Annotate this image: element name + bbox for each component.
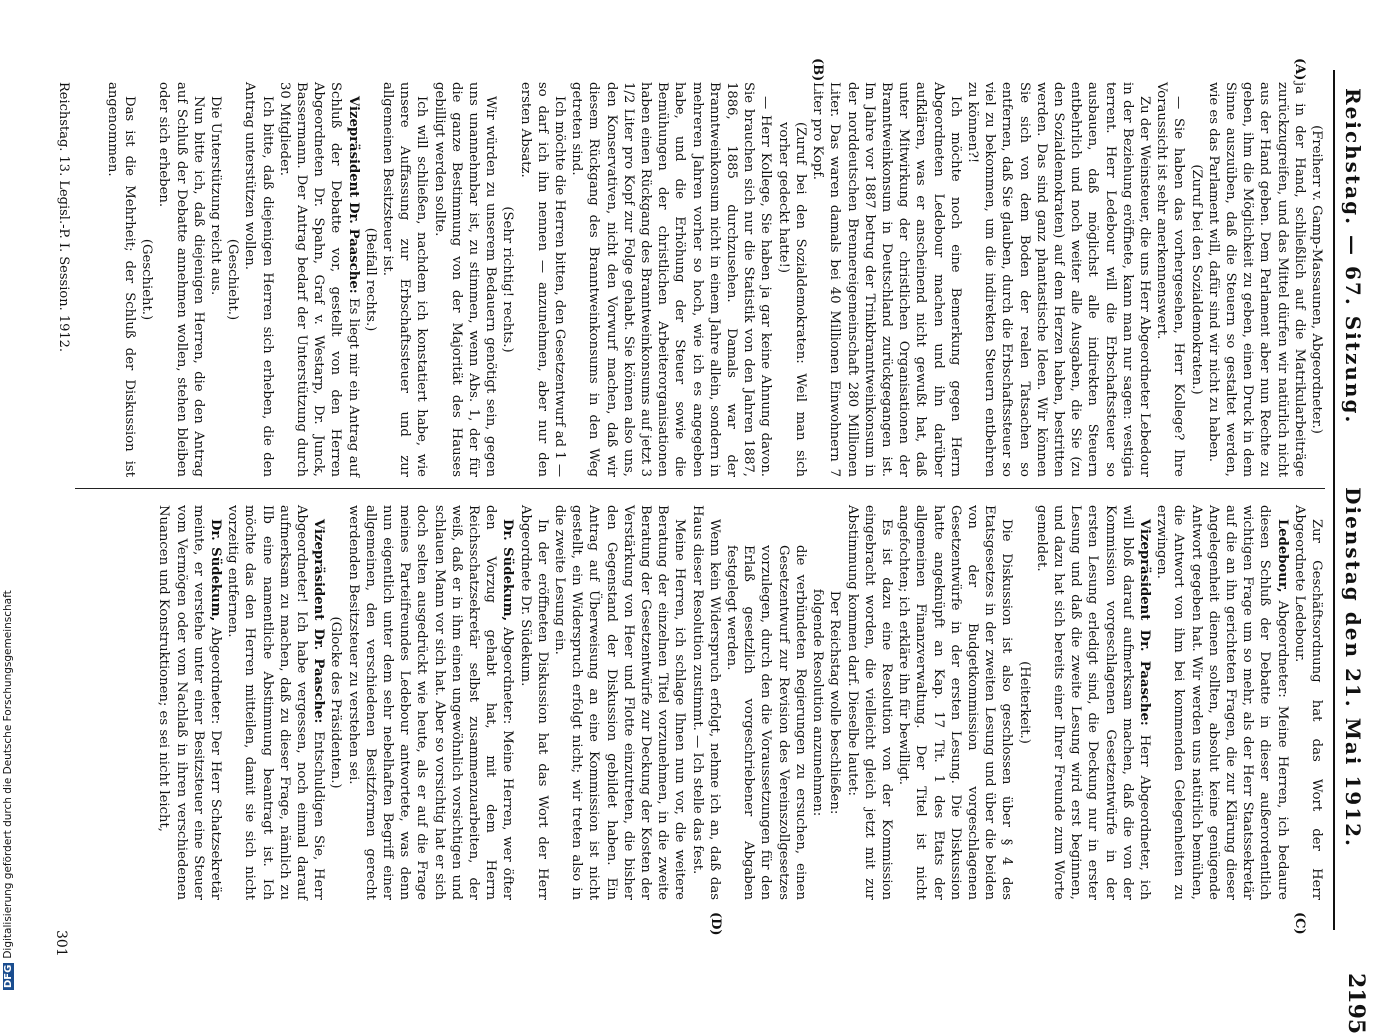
speaker-name: Dr. Südekum, xyxy=(208,519,223,622)
speech-text: Abgeordneter: Meine Herren, wer öfter den Vorzug gehabt hat, mit dem Herrn Reichsschatzsekretär selbst zusammenzuarbeiten, der weiß, daß er in ihm einen ungewöhnlich vorsichtigen und schlauen Mann vor sich hat. Aber so vorsichtig hat er sich doch selten ausgedrückt wie heute, als er auf die Frage meines Parteifreundes Ledebour antwortete, was denn nun eigentlich unter dem sehr nebelhaften Begriff einer allgemeinen, den verschiedenen Besitzformen gerecht werdenden Besitzsteuer zu verstehen sei. xyxy=(345,505,516,900)
speaker-name: Dr. Südekum, xyxy=(500,519,516,622)
interjection: (Sehr richtig! rechts.) xyxy=(500,206,516,353)
paragraph: Ich möchte noch eine Bemerkung gegen Herrn Abgeordneten Ledebour machen und ihn darüber aufklären, was er anscheinend nicht gewußt hat, daß unter Mitwirkung der christlichen Organisationen der Branntweinkonsum in Deutschland zurückgegangen ist. Im Jahre vor 1887 betrug der Trinkbranntweinkonsum in der norddeutschen Brennereigemeinschaft 280 Millionen Liter. Das waren damals bei 40 Millionen Einwohnern 7 Liter pro Kopf. xyxy=(810,82,963,477)
speech-text: Entschuldigen Sie, Herr Abgeordneter! Ich habe vergessen, noch einmal darauf aufmerksam zu machen, daß zu dieser Frage, nämlich zu IIb eine namentliche Abstimmung beantragt ist. Ich möchte das den Herren mitteilen, damit sie sich nicht vorzeitig entfernen. xyxy=(225,505,327,900)
paragraph: — Sie haben das vorhergesehen, Herr Kollege? Ihre Voraussicht ist sehr anerkennenswert. xyxy=(1154,82,1187,477)
speaker-name: Vizepräsident Dr. Paasche: xyxy=(311,519,327,724)
paragraph: ja in der Hand, schließlich auf die Matrikularbeiträge zurückzugreifen, und das Mittel dürfen wir natürlich nicht aus der Hand geben. Dem Parlament aber nun Rechte zu geben, ihm die Möglichkeit zu geben, einen Druck in dem Sinne auszuüben, daß die Steuern so gestaltet werden, wie es das Parlament will, dafür sind wir nicht zu haben. xyxy=(1205,82,1307,477)
funding-text: Digitalisierung gefördert durch die Deutsche Forschungsgemeinschaft xyxy=(2,590,14,959)
paragraph: Die Diskussion ist also geschlossen über § 4 des Etatsgesetzes in der zweiten Lesung und über die beiden von der Budgetkommission vorgeschlagenen Gesetzentwürfe in der ersten Lesung. Die Diskussion hatte angeknüpft an Kap. 17 Tit. 1 des Etats der allgemeinen Finanzverwaltung. Der Titel ist nicht angefochten; ich erkläre ihn für bewilligt. xyxy=(896,505,1015,900)
paragraph xyxy=(224,505,327,900)
interjection: (Glocke des Präsidenten.) xyxy=(328,616,344,789)
footer-number: 301 xyxy=(53,930,69,957)
margin-marker-b: (B) xyxy=(810,58,825,82)
paragraph: — Herr Kollege, Sie haben ja gar keine Ahnung davon. Sie brauchen sich nur die Statistik von den Jahren 1887, 1886, 1885 durchzusehen. Damals war der Branntweinkonsum nicht in einem Jahre allein, sondern in mehreren Jahren vorher so hoch, wie ich es angegeben habe, und die Erhöhung der Steuer sowie die Bemühungen der christlichen Arbeiterorganisationen haben einen Rückgang des Branntweinkonsums auf jetzt 3 1/2 Liter pro Kopf zur Folge gehabt. Sie können also uns, den Konservativen, nicht den Vorwurf machen, daß wir diesem Rückgang des Branntweinkonsums in den Weg getreten sind. xyxy=(569,82,774,477)
page-number: 2195 xyxy=(1343,973,1369,1034)
speaker-name: Ledebour, xyxy=(1274,519,1290,593)
interjection: (Zuruf bei den Sozialdemokraten.) xyxy=(1188,164,1204,395)
paragraph xyxy=(1033,505,1153,900)
quote-body: die verbündeten Regierungen zu ersuchen, einen Gesetzentwurf zur Revision des Vereinszollgesetzes vorzulegen, durch den die Voraussetzungen für den Erlaß gesetzlich vorgeschriebener Abgaben festgelegt werden. xyxy=(724,545,808,900)
page-footer: Reichstag. 13. Legisl.-P. I. Session. 1912. xyxy=(56,82,71,353)
paragraph xyxy=(344,505,516,900)
interjection: (Zuruf bei den Sozialdemokraten: Weil man sich vorher gedeckt hatte!) xyxy=(775,122,808,477)
paragraph: Wenn kein Widerspruch erfolgt, nehme ich an, daß das Haus dieser Resolution zustimmt. — Ich stelle das fest. xyxy=(689,505,722,900)
speech-text: Ihrer Freunde zum Worte gemeldet. xyxy=(1033,505,1066,900)
speaker-line: (Freiherr v. Gamp-Massaunen, Abgeordneter.) xyxy=(1309,125,1324,434)
paragraph xyxy=(276,82,362,477)
paragraph: Es ist dazu eine Resolution von der Kommission eingebracht worden, die vielleicht gleich jetzt mit zur Abstimmung kommen darf. Dieselbe lautet: xyxy=(844,505,894,900)
left-column xyxy=(104,82,1325,477)
sidebar xyxy=(0,0,16,1000)
paragraph xyxy=(1153,505,1291,900)
dfg-logo-icon: DFG xyxy=(3,964,14,988)
quote-line: folgende Resolution anzunehmen: xyxy=(810,588,826,817)
column-divider xyxy=(75,488,1325,489)
paragraph xyxy=(155,505,224,900)
margin-marker-d: (D) xyxy=(708,912,723,936)
paragraph: Zu der Weinsteuer, die uns Herr Abgeordneter Lebedour in der Beziehung eröffnete, kann man nur sagen: vestigia terrent. Herr Ledebour will die Erbschaftssteuer so ausbauen, daß möglichst alle indirekten Steuern entbehrlich und noch weiter alle Ausgaben, die Sie (zu den Sozialdemokraten) auf dem Herzen haben, bestritten werden. Das sind ganz phantastische Ideen. Wir können Sie sich von dem Boden der realen Tatsachen so entfernen, daß Sie glauben, durch die Erbschaftssteuer so viel zu bekommen, um die indirekten Steuern entbehren zu können?! xyxy=(964,82,1152,477)
interjection: (Geschieht.) xyxy=(225,238,241,321)
paragraph: Zur Geschäftsordnung hat das Wort der Herr Abgeordnete Ledebour. xyxy=(1291,505,1324,900)
paragraph: Das ist die Mehrheit; der Schluß der Diskussion ist angenommen. xyxy=(104,82,137,477)
speech-text: Abgeordneter: Der Herr Schatzsekretär meinte, er verstehe unter einer Besitzsteuer eine Steuer vom Vermögen oder vom Nachlaß in ihren verschiedenen Nuancen und Konstruktionen; es sei nicht leicht, xyxy=(156,505,223,900)
header-rule xyxy=(1333,70,1335,930)
paragraph: Die Unterstützung reicht aus. xyxy=(208,96,223,296)
speech-text: Abgeordneter: Meine Herren, ich bedaure diesen Schluß der Debatte in dieser außerordentlich wichtigen Frage um so mehr, als der Herr Staatssekretär auf die an ihn gerichteten Fragen, die zur Klärung dieser Angelegenheit dienen sollten, absolut keine genügende Antwort gegeben hat. Wir werden uns natürlich bemühen, die Antwort von ihm bei kommenden Gelegenheiten zu erzwingen. xyxy=(1154,505,1290,900)
paragraph: Meine Herren, ich schlage Ihnen nun vor, die weitere Beratung der einzelnen Titel vorzunehmen, in die zweite Beratung der Gesetzentwürfe zur Deckung der Kosten der Verstärkung von Heer und Flotte einzutreten, die bisher den Gegenstand der Diskussion gebildet haben. Ein Antrag auf Überweisung an eine Kommission ist nicht gestellt, ein Widerspruch erfolgt nicht; wir treten also in die zweite Lesung ein. xyxy=(552,505,688,900)
header-left: Reichstag. — 67. Sitzung. xyxy=(1341,88,1365,425)
paragraph: Ich möchte die Herren bitten, den Gesetzentwurf ad 1 — so darf ich ihn nennen — anzunehmen, aber nur den ersten Absatz. xyxy=(517,82,568,478)
speaker-name: Vizepräsident Dr. Paasche: xyxy=(1136,519,1152,726)
header-right: Dienstag den 21. Mai 1912. xyxy=(1341,487,1365,848)
quote-line: Der Reichstag wolle beschließen: xyxy=(827,590,843,815)
interjection: (Beifall rechts.) xyxy=(362,227,378,332)
paragraph: Ich bitte, daß diejenigen Herren sich erheben, die den Antrag unterstützen wollen. xyxy=(242,82,275,477)
interjection: (Heiterkeit.) xyxy=(1016,661,1032,744)
paragraph: Ich will schließen, nachdem ich konstatiert habe, wie unsere Auffassung zur Erbschaftssteuer und zur allgemeinen Besitzsteuer ist. xyxy=(380,82,430,477)
page-header xyxy=(1335,88,1369,1034)
speech-text: Herr Abgeordneter, ich will bloß darauf aufmerksam machen, daß die von der Kommission vorgeschlagenen Gesetzentwürfe in der ersten Lesung erledigt sind, die Deckung nur in erster Lesung und daß die zweite Lesung wird erst beginnen, und dazu hat sich bereits einer xyxy=(1050,505,1152,900)
speaker-name: Vizepräsident Dr. Paasche: xyxy=(345,96,361,294)
right-column xyxy=(155,505,1325,900)
paragraph: Nun bitte ich, daß diejenigen Herren, die den Antrag auf Schluß der Debatte annehmen wollen, stehen bleiben oder sich erheben. xyxy=(156,82,206,477)
paragraph: In der eröffneten Diskussion hat das Wort der Herr Abgeordnete Dr. Südekum. xyxy=(517,505,550,900)
margin-marker-a: (A) xyxy=(1292,58,1307,81)
margin-marker-c: (C) xyxy=(1292,912,1307,935)
interjection: (Geschieht.) xyxy=(139,238,155,321)
speech-text: Es liegt mir ein Antrag auf Schluß der Debatte vor, gestellt von den Herren Abgeordneten Dr. Spahn, Graf v. Westarp, Dr. Junck, Bassermann. Der Antrag bedarf der Unterstützung durch 30 Mitglieder. xyxy=(276,82,361,477)
funding-note xyxy=(2,590,14,990)
paragraph: Wir würden zu unserem Bedauern genötigt sein, gegen uns unannehmbar ist, zu stimmen, wenn Abs. 1, der für die ganze Bestimmung von der Majorität des Hauses gebilligt werden sollte. xyxy=(431,82,499,477)
